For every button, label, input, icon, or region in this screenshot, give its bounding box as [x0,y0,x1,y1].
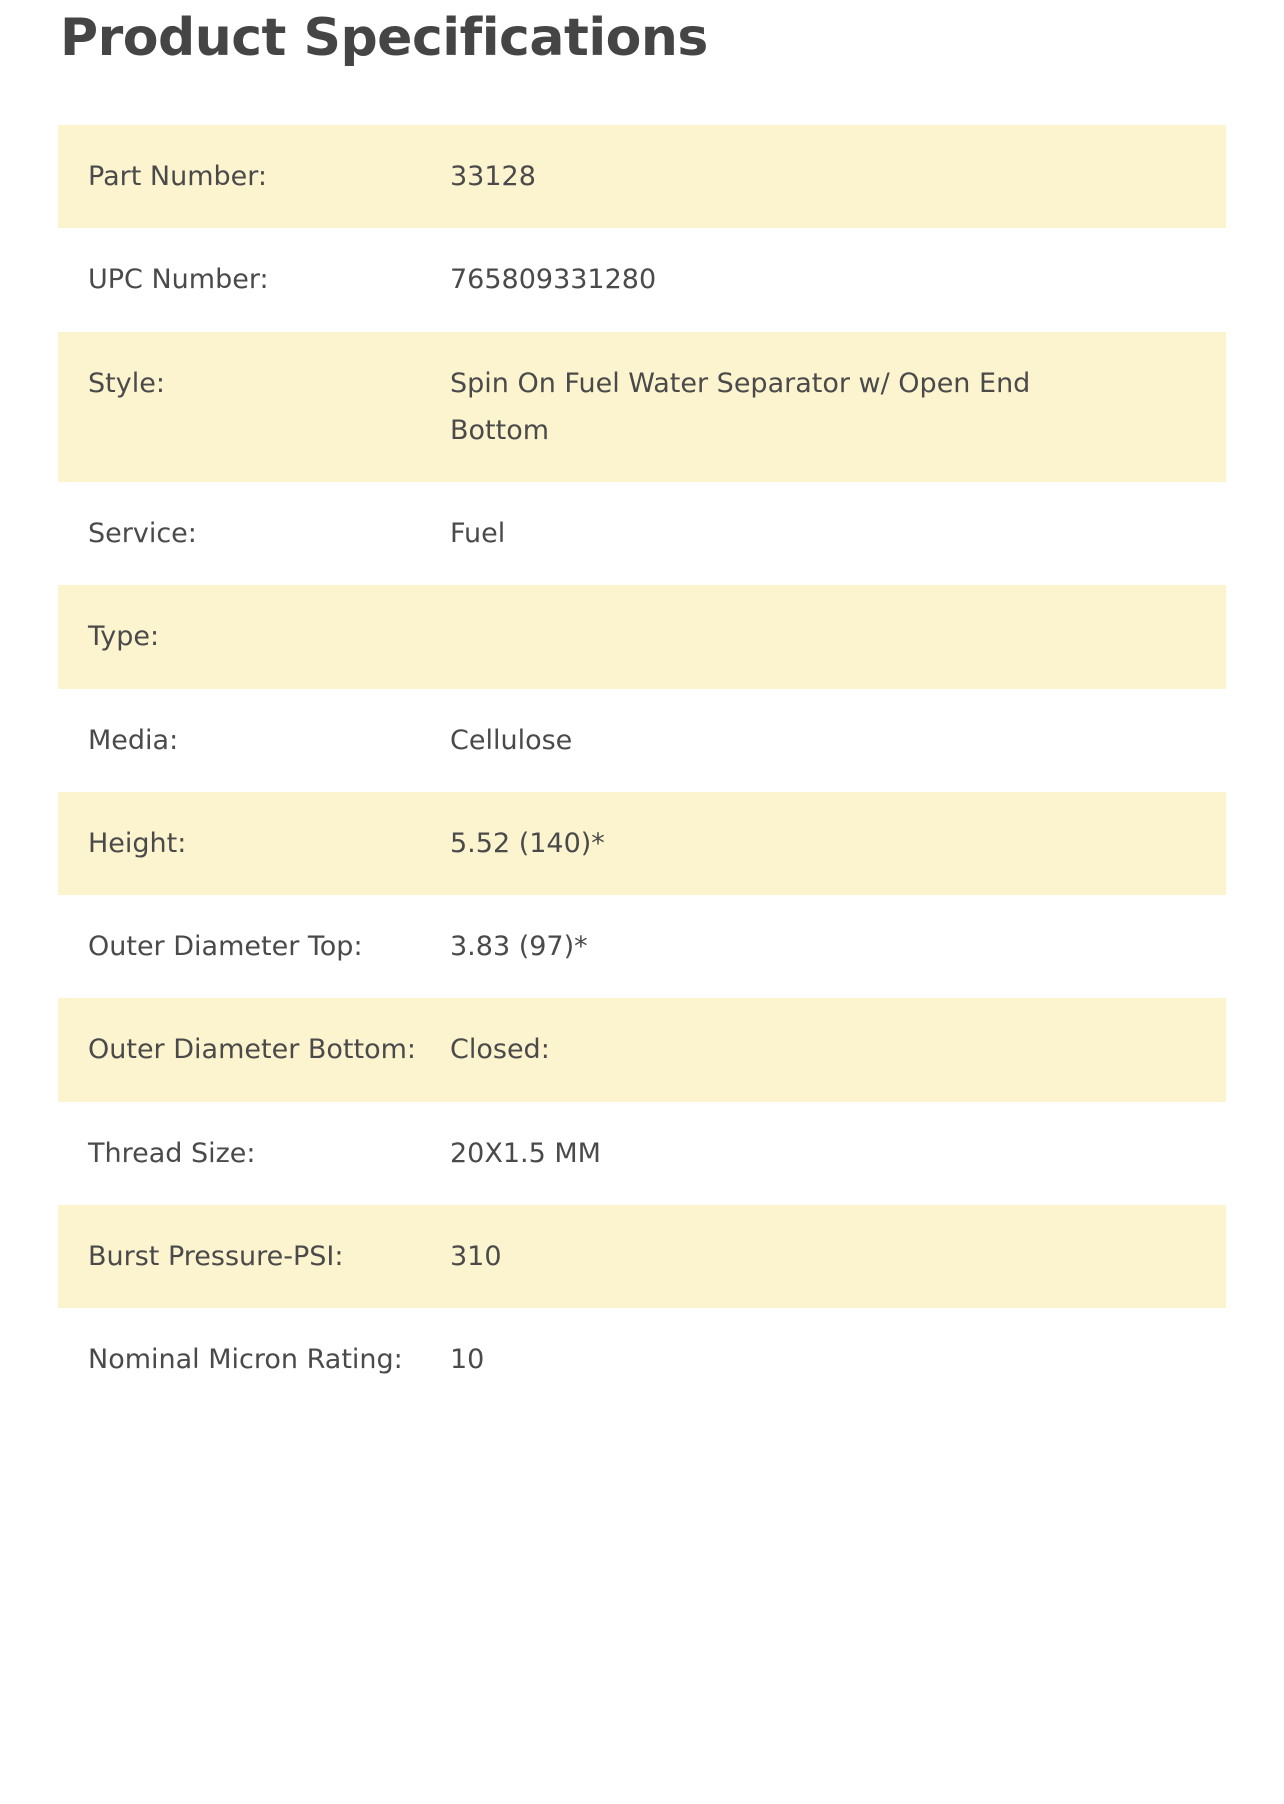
spec-row [58,332,1226,483]
spec-label: Outer Diameter Bottom: [88,1034,417,1066]
spec-label: Style: [88,367,165,399]
spec-value: Fuel [450,518,506,549]
specifications-table [58,125,1226,1411]
spec-value: Cellulose [450,724,573,756]
spec-value: 10 [450,1344,485,1375]
spec-label: Type: [88,621,160,653]
spec-value: 5.52 (140)* [450,827,605,859]
spec-row [58,1102,1226,1205]
spec-value: 765809331280 [450,264,657,296]
spec-row [58,125,1226,228]
page-title: Product Specifications [60,8,708,68]
spec-value: 33128 [450,161,536,192]
spec-value: 310 [450,1240,502,1272]
spec-row [58,228,1226,331]
spec-label: Thread Size: [88,1137,256,1169]
spec-row [58,585,1226,688]
spec-value: Spin On Fuel Water Separator w/ Open End Bottom [450,367,1031,446]
spec-value: 3.83 (97)* [450,931,588,962]
spec-row [58,998,1226,1101]
spec-label: Height: [88,827,187,859]
spec-value: 20X1.5 MM [450,1137,601,1169]
spec-label: Outer Diameter Top: [88,931,363,962]
spec-label: Nominal Micron Rating: [88,1344,403,1375]
spec-label: Burst Pressure-PSI: [88,1240,344,1272]
spec-row [58,1308,1226,1411]
spec-value [450,585,1226,641]
spec-label: Service: [88,518,197,549]
spec-row [58,895,1226,998]
spec-label: Media: [88,724,179,756]
spec-label: Part Number: [88,161,267,192]
spec-value: Closed: [450,1034,550,1066]
spec-row [58,482,1226,585]
spec-row [58,689,1226,792]
spec-row [58,1205,1226,1308]
spec-row [58,792,1226,895]
spec-label: UPC Number: [88,264,269,296]
